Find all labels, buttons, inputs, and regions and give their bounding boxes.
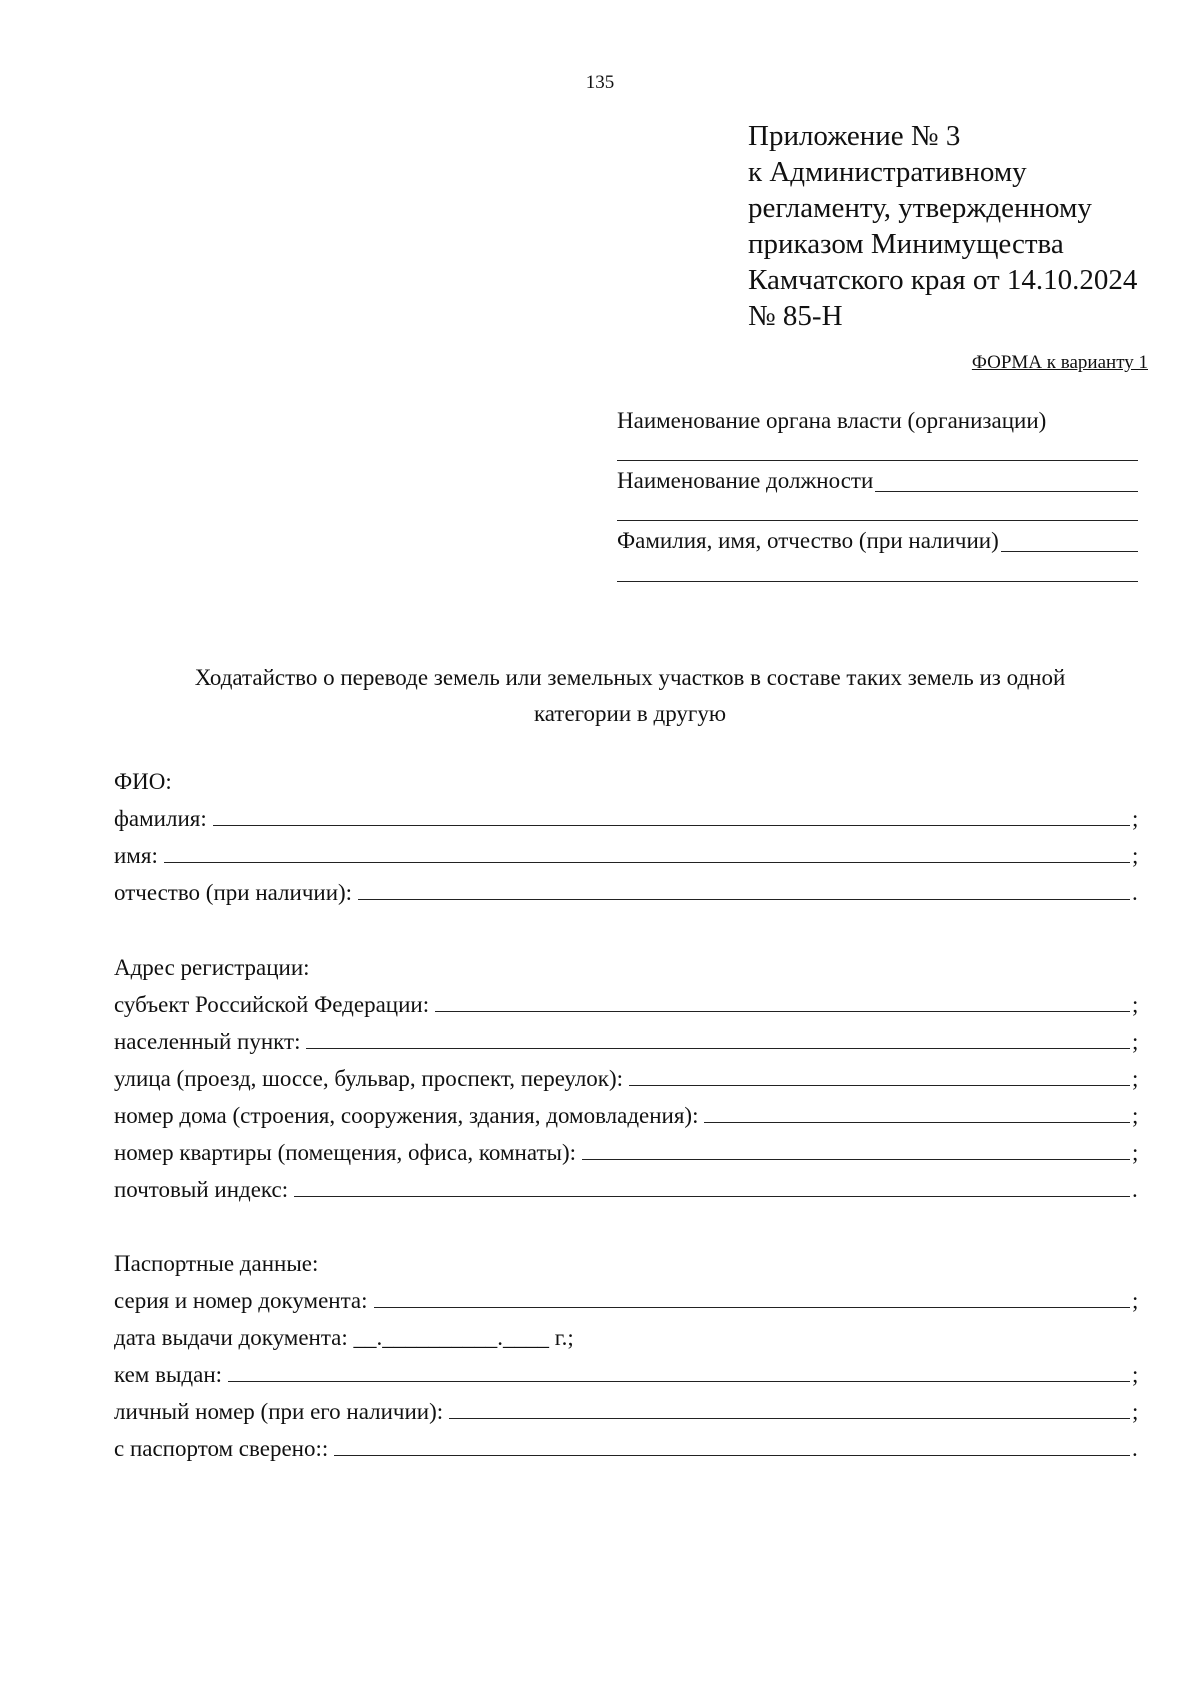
appendix-line: № 85-Н (748, 300, 843, 332)
appendix-line: к Административному (748, 156, 1027, 188)
issued-by-field[interactable] (228, 1381, 1130, 1382)
fio-heading: ФИО: (114, 769, 172, 794)
title-line: Ходатайство о переводе земель или земельных участков в составе таких земель из одной (194, 665, 1066, 690)
addressee-fio-field-2[interactable] (617, 580, 1138, 582)
series-field[interactable] (374, 1307, 1130, 1308)
locality-label: населенный пункт: (114, 1029, 301, 1054)
name-label: имя: (114, 843, 158, 868)
addressee-fio-field[interactable] (1001, 550, 1138, 552)
punct: ; (1132, 1066, 1139, 1091)
name-field[interactable] (164, 862, 1130, 863)
document-title (0, 660, 1200, 732)
verified-label: с паспортом сверено:: (114, 1436, 329, 1461)
issue-date-field[interactable]: дата выдачи документа: __.__________.____ г.; (114, 1325, 574, 1350)
postcode-field[interactable] (294, 1196, 1130, 1197)
punct: ; (1132, 1362, 1139, 1387)
locality-field[interactable] (306, 1048, 1130, 1049)
series-label: серия и номер документа: (114, 1288, 368, 1313)
punct: ; (1132, 1103, 1139, 1128)
subject-field[interactable] (435, 1011, 1130, 1012)
postcode-label: почтовый индекс: (114, 1177, 289, 1202)
verified-field[interactable] (334, 1455, 1130, 1456)
page-number: 135 (585, 72, 615, 93)
personal-number-field[interactable] (449, 1418, 1130, 1419)
appendix-line: приказом Минимущества (748, 228, 1064, 260)
addressee-org (617, 408, 1138, 438)
street-field[interactable] (629, 1085, 1130, 1086)
passport-heading: Паспортные данные: (114, 1251, 319, 1276)
punct: ; (1132, 843, 1139, 868)
house-field[interactable] (704, 1122, 1130, 1123)
punct: ; (1132, 1029, 1139, 1054)
punct: ; (1132, 1140, 1139, 1165)
punct: ; (1132, 806, 1139, 831)
address-section (114, 944, 1144, 1203)
punct: ; (1132, 1288, 1139, 1313)
house-label: номер дома (строения, сооружения, здания, домовладения): (114, 1103, 699, 1128)
patronymic-field[interactable] (358, 899, 1130, 900)
subject-label: субъект Российской Федерации: (114, 992, 430, 1017)
passport-section (114, 1240, 1144, 1462)
punct: ; (1132, 1399, 1139, 1424)
street-label: улица (проезд, шоссе, бульвар, проспект, переулок): (114, 1066, 624, 1091)
addressee-position-field-2[interactable] (617, 519, 1138, 521)
addressee-position-label: Наименование должности (617, 468, 874, 493)
fio-section (114, 758, 1144, 906)
apartment-label: номер квартиры (помещения, офиса, комнаты): (114, 1140, 576, 1165)
appendix-line: регламенту, утвержденному (748, 192, 1092, 224)
issued-by-label: кем выдан: (114, 1362, 223, 1387)
surname-label: фамилия: (114, 806, 207, 831)
form-variant-label: ФОРМА к варианту 1 (971, 352, 1148, 373)
addressee-fio (617, 528, 1138, 558)
personal-number-label: личный номер (при его наличии): (114, 1399, 444, 1424)
title-line: категории в другую (533, 701, 727, 726)
appendix-header (748, 118, 1137, 334)
surname-field[interactable] (213, 825, 1130, 826)
punct: . (1132, 880, 1138, 905)
addressee-org-field[interactable] (617, 459, 1138, 461)
punct: . (1132, 1436, 1138, 1461)
punct: ; (1132, 992, 1139, 1017)
addressee-position (617, 468, 1138, 498)
addressee-position-field[interactable] (875, 490, 1138, 492)
punct: . (1132, 1177, 1138, 1202)
addressee-org-label: Наименование органа власти (организации) (617, 408, 1047, 433)
apartment-field[interactable] (582, 1159, 1130, 1160)
appendix-line: Приложение № 3 (748, 120, 961, 152)
appendix-line: Камчатского края от 14.10.2024 (748, 264, 1138, 296)
address-heading: Адрес регистрации: (114, 955, 310, 980)
addressee-fio-label: Фамилия, имя, отчество (при наличии) (617, 528, 999, 553)
patronymic-label: отчество (при наличии): (114, 880, 353, 905)
